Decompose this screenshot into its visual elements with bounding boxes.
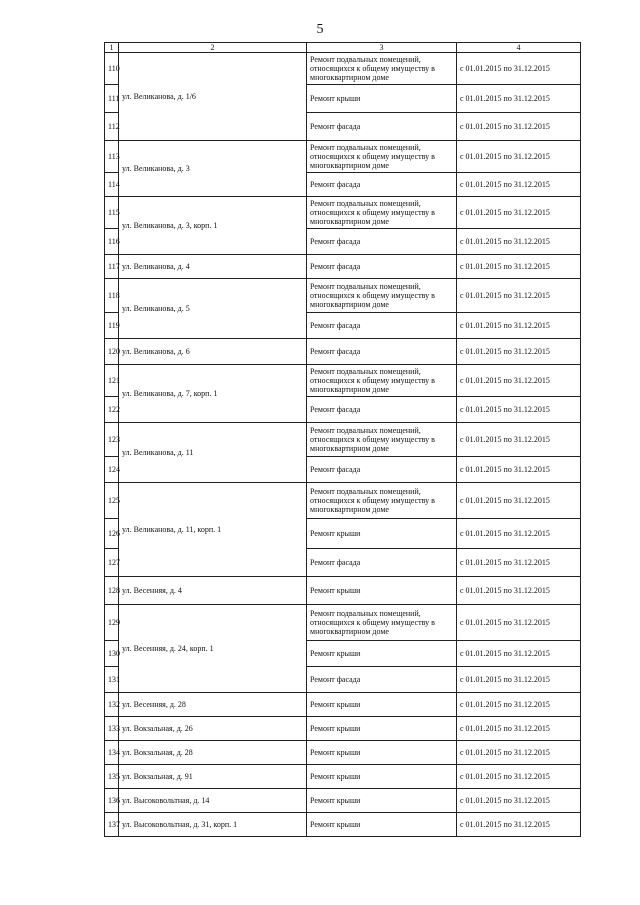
page-number: 5 <box>316 22 324 37</box>
work-type-cell: Ремонт подвальных помещений, относящихся к общему имуществу в многоквартирном доме <box>307 423 457 457</box>
period-cell: с 01.01.2015 по 31.12.2015 <box>457 577 581 605</box>
work-type-cell: Ремонт подвальных помещений, относящихся к общему имуществу в многоквартирном доме <box>307 279 457 313</box>
work-type-cell: Ремонт фасада <box>307 549 457 577</box>
table-row <box>105 365 581 397</box>
work-type-cell: Ремонт фасада <box>307 313 457 339</box>
work-type-cell: Ремонт подвальных помещений, относящихся к общему имуществу в многоквартирном доме <box>307 605 457 641</box>
period-cell: с 01.01.2015 по 31.12.2015 <box>457 113 581 141</box>
work-type-cell: Ремонт фасада <box>307 397 457 423</box>
row-number: 115 <box>105 197 119 229</box>
table-row <box>105 141 581 173</box>
period-cell: с 01.01.2015 по 31.12.2015 <box>457 313 581 339</box>
address-cell: ул. Весенняя, д. 28 <box>119 693 307 717</box>
row-number: 128 <box>105 577 119 605</box>
row-number: 112 <box>105 113 119 141</box>
work-type-cell: Ремонт фасада <box>307 339 457 365</box>
address-cell: ул. Вокзальная, д. 26 <box>119 717 307 741</box>
row-number: 114 <box>105 173 119 197</box>
work-type-cell: Ремонт крыши <box>307 741 457 765</box>
row-number: 130 <box>105 641 119 667</box>
period-cell: с 01.01.2015 по 31.12.2015 <box>457 641 581 667</box>
row-number: 124 <box>105 457 119 483</box>
row-number: 119 <box>105 313 119 339</box>
address-cell: ул. Великанова, д. 4 <box>119 255 307 279</box>
period-cell: с 01.01.2015 по 31.12.2015 <box>457 365 581 397</box>
table-row <box>105 577 581 605</box>
address-cell: ул. Великанова, д. 3 <box>119 141 307 197</box>
work-type-cell: Ремонт крыши <box>307 789 457 813</box>
row-number: 133 <box>105 717 119 741</box>
period-cell: с 01.01.2015 по 31.12.2015 <box>457 397 581 423</box>
row-number: 126 <box>105 519 119 549</box>
work-type-cell: Ремонт фасада <box>307 255 457 279</box>
period-cell: с 01.01.2015 по 31.12.2015 <box>457 173 581 197</box>
row-number: 127 <box>105 549 119 577</box>
period-cell: с 01.01.2015 по 31.12.2015 <box>457 53 581 85</box>
period-cell: с 01.01.2015 по 31.12.2015 <box>457 789 581 813</box>
work-type-cell: Ремонт крыши <box>307 717 457 741</box>
table-row <box>105 741 581 765</box>
work-type-cell: Ремонт подвальных помещений, относящихся к общему имуществу в многоквартирном доме <box>307 365 457 397</box>
row-number: 136 <box>105 789 119 813</box>
period-cell: с 01.01.2015 по 31.12.2015 <box>457 423 581 457</box>
row-number: 135 <box>105 765 119 789</box>
work-type-cell: Ремонт фасада <box>307 229 457 255</box>
period-cell: с 01.01.2015 по 31.12.2015 <box>457 519 581 549</box>
table-row <box>105 339 581 365</box>
work-type-cell: Ремонт подвальных помещений, относящихся к общему имуществу в многоквартирном доме <box>307 483 457 519</box>
period-cell: с 01.01.2015 по 31.12.2015 <box>457 605 581 641</box>
work-type-cell: Ремонт крыши <box>307 693 457 717</box>
row-number: 132 <box>105 693 119 717</box>
row-number: 111 <box>105 85 119 113</box>
table-row <box>105 53 581 85</box>
work-type-cell: Ремонт крыши <box>307 765 457 789</box>
row-number: 117 <box>105 255 119 279</box>
period-cell: с 01.01.2015 по 31.12.2015 <box>457 765 581 789</box>
period-cell: с 01.01.2015 по 31.12.2015 <box>457 141 581 173</box>
period-cell: с 01.01.2015 по 31.12.2015 <box>457 229 581 255</box>
work-type-cell: Ремонт крыши <box>307 519 457 549</box>
work-type-cell: Ремонт фасада <box>307 173 457 197</box>
row-number: 121 <box>105 365 119 397</box>
address-cell: ул. Великанова, д. 7, корп. 1 <box>119 365 307 423</box>
work-type-cell: Ремонт крыши <box>307 641 457 667</box>
period-cell: с 01.01.2015 по 31.12.2015 <box>457 339 581 365</box>
row-number: 116 <box>105 229 119 255</box>
work-type-cell: Ремонт крыши <box>307 85 457 113</box>
repair-schedule-table <box>104 42 581 837</box>
table-row <box>105 255 581 279</box>
address-cell: ул. Вокзальная, д. 28 <box>119 741 307 765</box>
period-cell: с 01.01.2015 по 31.12.2015 <box>457 549 581 577</box>
address-cell: ул. Великанова, д. 11, корп. 1 <box>119 483 307 577</box>
header-col-1: 1 <box>105 43 119 53</box>
table-row <box>105 483 581 519</box>
work-type-cell: Ремонт подвальных помещений, относящихся к общему имуществу в многоквартирном доме <box>307 53 457 85</box>
row-number: 129 <box>105 605 119 641</box>
address-cell: ул. Великанова, д. 5 <box>119 279 307 339</box>
period-cell: с 01.01.2015 по 31.12.2015 <box>457 693 581 717</box>
address-cell: ул. Великанова, д. 11 <box>119 423 307 483</box>
work-type-cell: Ремонт подвальных помещений, относящихся к общему имуществу в многоквартирном доме <box>307 197 457 229</box>
address-cell: ул. Великанова, д. 3, корп. 1 <box>119 197 307 255</box>
row-number: 118 <box>105 279 119 313</box>
header-col-3: 3 <box>307 43 457 53</box>
header-col-4: 4 <box>457 43 581 53</box>
period-cell: с 01.01.2015 по 31.12.2015 <box>457 717 581 741</box>
row-number: 120 <box>105 339 119 365</box>
period-cell: с 01.01.2015 по 31.12.2015 <box>457 483 581 519</box>
row-number: 113 <box>105 141 119 173</box>
table-row <box>105 789 581 813</box>
work-type-cell: Ремонт крыши <box>307 577 457 605</box>
row-number: 125 <box>105 483 119 519</box>
period-cell: с 01.01.2015 по 31.12.2015 <box>457 457 581 483</box>
table-row <box>105 279 581 313</box>
table-body <box>105 53 581 837</box>
period-cell: с 01.01.2015 по 31.12.2015 <box>457 813 581 837</box>
address-cell: ул. Великанова, д. 1/6 <box>119 53 307 141</box>
period-cell: с 01.01.2015 по 31.12.2015 <box>457 197 581 229</box>
address-cell: ул. Великанова, д. 6 <box>119 339 307 365</box>
table-header-row <box>105 43 581 53</box>
row-number: 123 <box>105 423 119 457</box>
work-type-cell: Ремонт фасада <box>307 113 457 141</box>
table-row <box>105 765 581 789</box>
row-number: 131 <box>105 667 119 693</box>
work-type-cell: Ремонт подвальных помещений, относящихся к общему имуществу в многоквартирном доме <box>307 141 457 173</box>
table-row <box>105 423 581 457</box>
period-cell: с 01.01.2015 по 31.12.2015 <box>457 279 581 313</box>
address-cell: ул. Весенняя, д. 4 <box>119 577 307 605</box>
address-cell: ул. Весенняя, д. 24, корп. 1 <box>119 605 307 693</box>
row-number: 110 <box>105 53 119 85</box>
period-cell: с 01.01.2015 по 31.12.2015 <box>457 85 581 113</box>
work-type-cell: Ремонт фасада <box>307 667 457 693</box>
table-row <box>105 197 581 229</box>
address-cell: ул. Высоковольтная, д. 31, корп. 1 <box>119 813 307 837</box>
work-type-cell: Ремонт крыши <box>307 813 457 837</box>
row-number: 134 <box>105 741 119 765</box>
period-cell: с 01.01.2015 по 31.12.2015 <box>457 255 581 279</box>
table-row <box>105 693 581 717</box>
table-row <box>105 813 581 837</box>
table-row <box>105 605 581 641</box>
row-number: 122 <box>105 397 119 423</box>
header-col-2: 2 <box>119 43 307 53</box>
address-cell: ул. Вокзальная, д. 91 <box>119 765 307 789</box>
work-type-cell: Ремонт фасада <box>307 457 457 483</box>
period-cell: с 01.01.2015 по 31.12.2015 <box>457 667 581 693</box>
row-number: 137 <box>105 813 119 837</box>
period-cell: с 01.01.2015 по 31.12.2015 <box>457 741 581 765</box>
address-cell: ул. Высоковольтная, д. 14 <box>119 789 307 813</box>
table-row <box>105 717 581 741</box>
